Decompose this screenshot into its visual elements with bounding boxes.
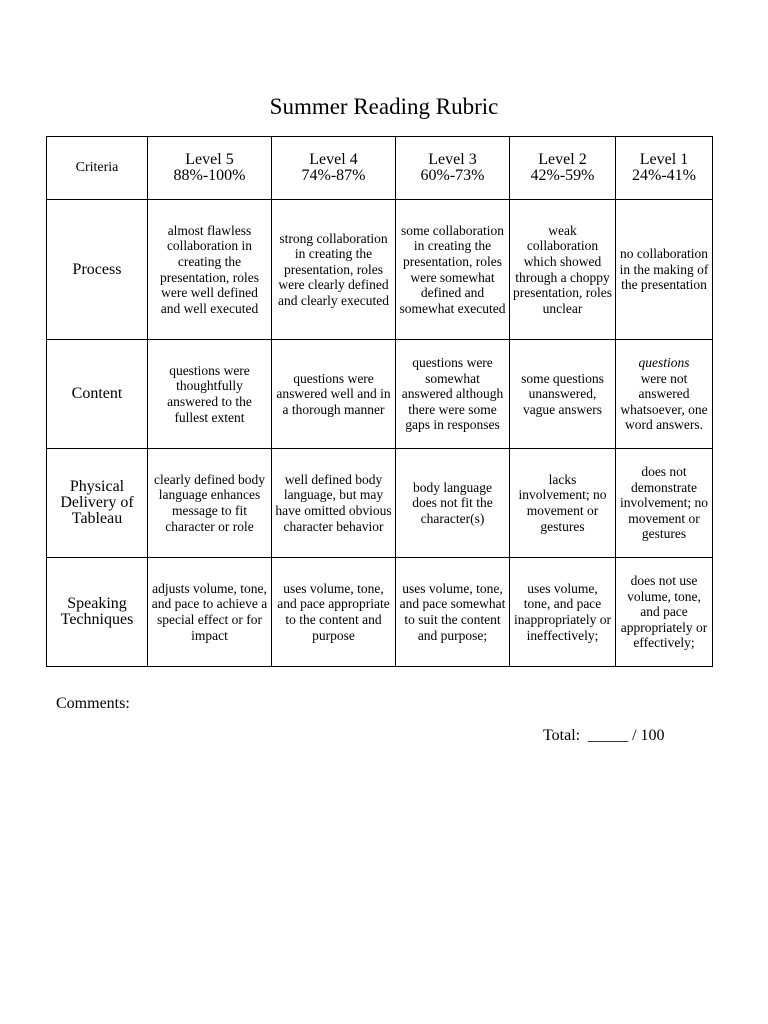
level-name: Level 3 (428, 151, 477, 168)
level-4-header (272, 137, 396, 200)
rubric-cell (616, 200, 713, 340)
table-row-physical-delivery (47, 449, 713, 558)
comments-label: Comments: (56, 695, 130, 712)
table-row-speaking-techniques (47, 558, 713, 667)
rubric-cell (510, 449, 616, 558)
rubric-cell (616, 340, 713, 449)
cell-text: adjusts volume, tone, and pace to achieve a special effect or for impact (151, 580, 268, 643)
rubric-cell (616, 449, 713, 558)
cell-text: uses volume, tone, and pace appropriate to the content and purpose (277, 580, 390, 643)
rubric-cell (510, 340, 616, 449)
level-1-header (616, 137, 713, 200)
page-title: Summer Reading Rubric (269, 94, 499, 119)
cell-text: some questions unanswered, vague answers (521, 370, 604, 417)
cell-text: strong collaboration in creating the presentation, roles were clearly defined and clearly executed (278, 230, 389, 308)
table-header-row (47, 137, 713, 200)
cell-text: does not use volume, tone, and pace appropriately or effectively; (620, 573, 708, 651)
cell-text: almost flawless collaboration in creating the presentation, roles were well defined and well executed (160, 222, 259, 316)
rubric-cell (510, 200, 616, 340)
rubric-cell (148, 449, 272, 558)
level-name: Level 2 (538, 151, 587, 168)
cell-text: were not answered whatsoever, one word answers. (620, 370, 708, 433)
cell-text: questions were answered well and in a thorough manner (276, 370, 391, 417)
rubric-cell (148, 340, 272, 449)
row-label-content: Content (47, 340, 148, 449)
cell-text: does not demonstrate involvement; no movement or gestures (619, 464, 709, 542)
rubric-cell (272, 558, 396, 667)
total-label: Total: (543, 727, 581, 744)
rubric-cell (272, 449, 396, 558)
row-label-physical-delivery: Physical Delivery of Tableau (47, 449, 148, 558)
level-range: 60%-73% (420, 167, 485, 184)
rubric-cell (396, 449, 510, 558)
cell-text: well defined body language, but may have omitted obvious character behavior (275, 471, 392, 534)
level-range: 88%-100% (173, 167, 246, 184)
cell-text: weak collaboration which showed through a choppy presentation, roles unclear (513, 222, 612, 316)
criteria-header: Criteria (47, 137, 148, 200)
rubric-cell (148, 558, 272, 667)
cell-text: body language does not fit the character(s) (412, 479, 493, 526)
level-name: Level 1 (639, 151, 689, 168)
level-2-header (510, 137, 616, 200)
rubric-cell (396, 340, 510, 449)
total-line (543, 726, 665, 746)
cell-text: clearly defined body language enhances message to fit character or role (154, 471, 265, 534)
rubric-cell (396, 200, 510, 340)
total-out-of: / 100 (632, 727, 665, 744)
rubric-cell (272, 200, 396, 340)
level-range: 74%-87% (301, 167, 366, 184)
cell-text: questions were somewhat answered although there were some gaps in responses (401, 355, 504, 433)
table-row-process (47, 200, 713, 340)
level-3-header (396, 137, 510, 200)
total-blank[interactable]: _____ (588, 727, 629, 744)
level-5-header (148, 137, 272, 200)
cell-text: uses volume, tone, and pace inappropriately or ineffectively; (513, 580, 612, 643)
level-name: Level 5 (185, 151, 234, 168)
level-range: 42%-59% (530, 167, 595, 184)
level-name: Level 4 (309, 151, 358, 168)
rubric-table (46, 136, 713, 667)
row-label-speaking-techniques: Speaking Techniques (47, 558, 148, 667)
cell-text: some collaboration in creating the presentation, roles were somewhat defined and somewhat executed (399, 222, 506, 316)
cell-text: no collaboration in the making of the presentation (619, 246, 709, 293)
rubric-cell (510, 558, 616, 667)
rubric-cell (272, 340, 396, 449)
table-row-content (47, 340, 713, 449)
rubric-cell (396, 558, 510, 667)
cell-text: lacks involvement; no movement or gestures (518, 471, 607, 534)
cell-text: questions were thoughtfully answered to the fullest extent (167, 362, 252, 425)
row-label-process: Process (47, 200, 148, 340)
rubric-cell (148, 200, 272, 340)
emphasis-text: questions (638, 355, 690, 371)
cell-text: uses volume, tone, and pace somewhat to suit the content and purpose; (399, 580, 506, 643)
level-range: 24%-41% (632, 167, 696, 184)
rubric-cell (616, 558, 713, 667)
